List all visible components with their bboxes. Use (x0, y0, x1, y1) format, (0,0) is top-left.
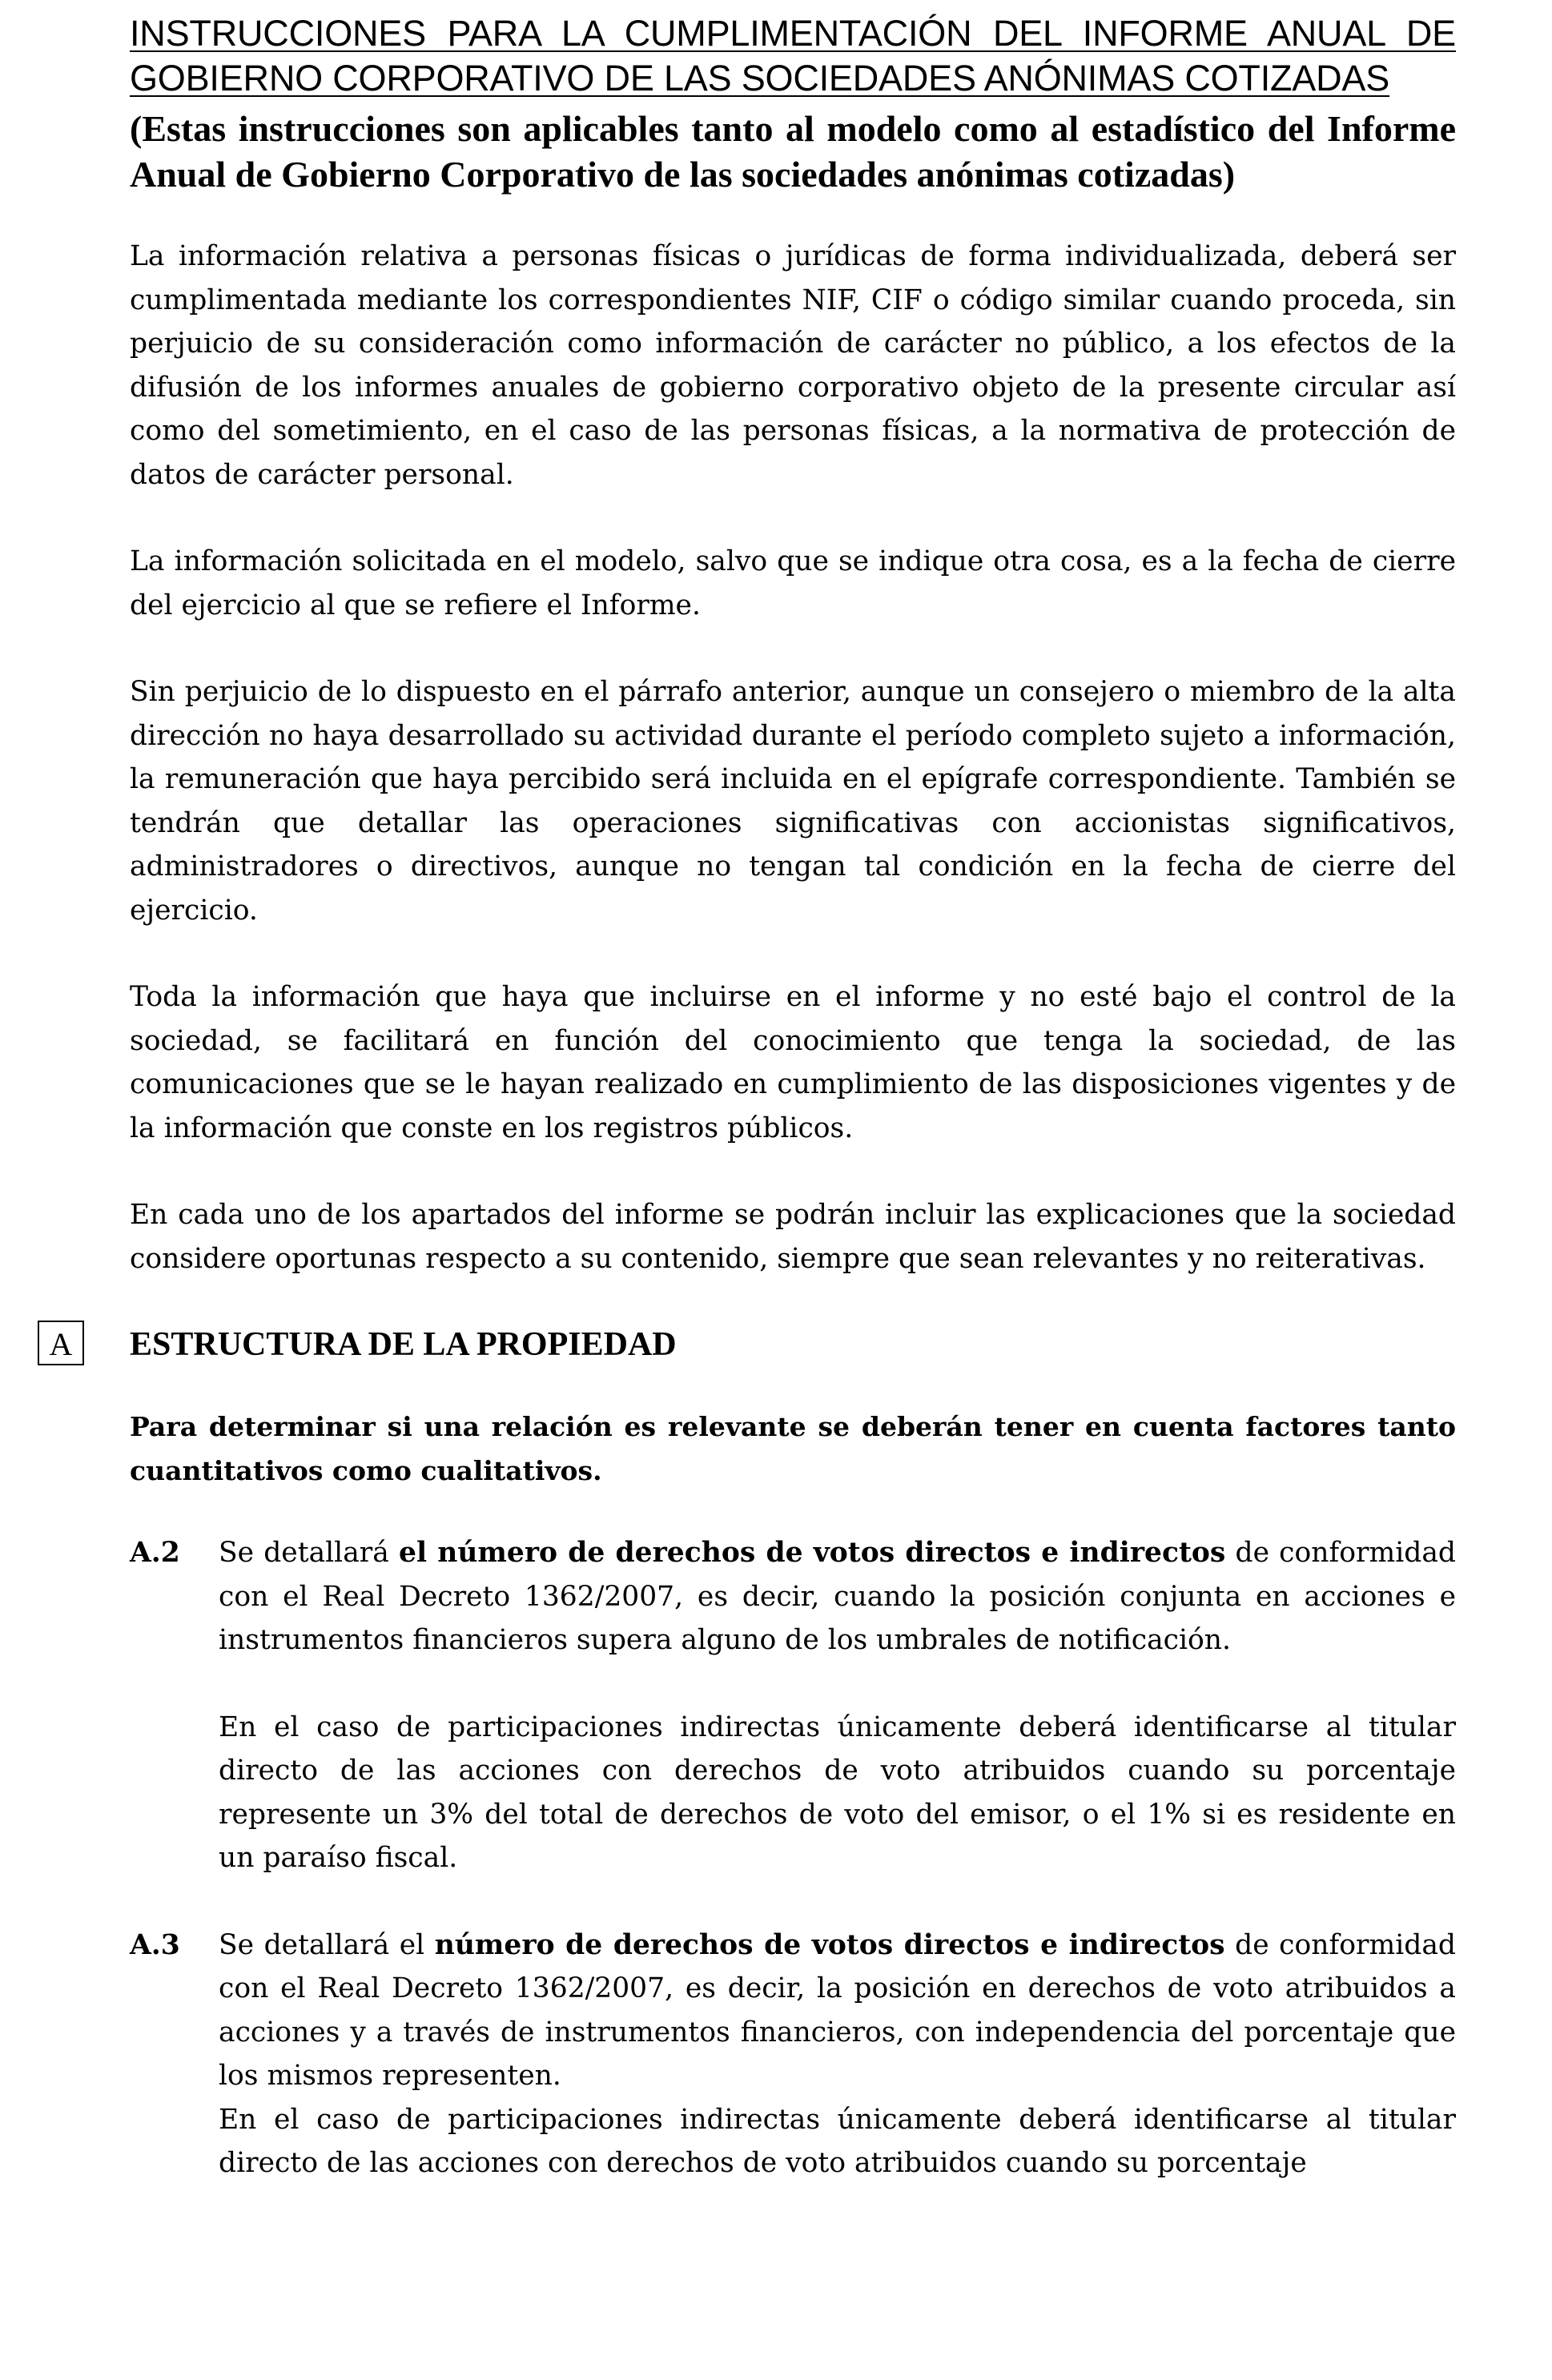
document-title: INSTRUCCIONES PARA LA CUMPLIMENTACIÓN DEL INFORME ANUAL DE GOBIERNO CORPORATIVO DE LAS SOCIEDADES ANÓNIMAS COTIZADAS (130, 13, 1456, 98)
section-title: ESTRUCTURA DE LA PROPIEDAD (130, 1326, 677, 1363)
paragraph-personal-data: La información relativa a personas físicas o jurídicas de forma individualizada, deberá ser cumplimentada mediante los correspondientes NIF, CIF o código similar cuando proceda, sin perjuicio de su consideración como información de carácter no público, a los efectos de la difusión de los informes anuales de gobierno corporativo objeto de la presente circular así como del sometimiento, en el caso de las personas físicas, a la normativa de protección de datos de carácter personal. (130, 240, 1456, 491)
item-number: A.2 (130, 1537, 180, 1569)
item-text-bold: el número de derechos de votos directos e indirectos (399, 1537, 1226, 1569)
item-a2 (130, 1531, 1456, 1880)
item-text-bold: número de derechos de votos directos e indirectos (434, 1928, 1225, 1961)
item-number: A.3 (130, 1928, 180, 1961)
paragraph-remuneration: Sin perjuicio de lo dispuesto en el párrafo anterior, aunque un consejero o miembro de la alta dirección no haya desarrollado su actividad durante el período completo sujeto a información, la remuneración que haya percibido será incluida en el epígrafe correspondiente. También se tendrán que detallar las operaciones significativas con accionistas significativos, administradores o directivos, aunque no tengan tal condición en la fecha de cierre del ejercicio. (130, 676, 1456, 927)
paragraph-information-source: Toda la información que haya que incluirse en el informe y no esté bajo el control de la sociedad, se facilitará en función del conocimiento que tenga la sociedad, de las comunicaciones que se le hayan realizado en cumplimiento de las disposiciones vigentes y de la información que conste en los registros públicos. (130, 981, 1456, 1144)
section-heading (49, 1324, 1456, 1375)
document-page (49, 11, 1456, 2185)
paragraph-explanations: En cada uno de los apartados del informe se podrán incluir las explicaciones que la sociedad considere oportunas respecto a su contenido, siempre que sean relevantes y no reiterativas. (130, 1199, 1456, 1275)
item-subparagraph: En el caso de participaciones indirectas únicamente deberá identificarse al titular directo de las acciones con derechos de voto atribuidos cuando su porcentaje represente un 3% del total de derechos de voto del emisor, o el 1% si es residente en un paraíso fiscal. (219, 1711, 1456, 1874)
item-text (219, 1924, 1456, 2098)
item-text-rest: de conformidad con el Real Decreto 1362/2007, es decir, cuando la posición conjunta en acciones e instrumentos financieros supera alguno de los umbrales de notificación. (219, 1537, 1456, 1656)
item-subparagraph: En el caso de participaciones indirectas únicamente deberá identificarse al titular directo de las acciones con derechos de voto atribuidos cuando su porcentaje (219, 2103, 1456, 2179)
document-subtitle: (Estas instrucciones son aplicables tanto al modelo como al estadístico del Informe Anual de Gobierno Corporativo de las sociedades anónimas cotizadas) (130, 108, 1456, 195)
item-text-lead: Se detallará el (219, 1928, 435, 1961)
paragraph-reference-date: La información solicitada en el modelo, salvo que se indique otra cosa, es a la fecha de cierre del ejercicio al que se refiere el Informe. (130, 545, 1456, 621)
section-letter-box: A (38, 1321, 84, 1365)
item-text-rest: de conformidad con el Real Decreto 1362/2007, es decir, la posición en derechos de voto atribuidos a acciones y a través de instrumentos financieros, con independencia del porcentaje que los mismos representen. (219, 1928, 1456, 2092)
item-a3 (130, 1924, 1456, 2185)
item-text (219, 1531, 1456, 1662)
section-intro: Para determinar si una relación es relevante se deberán tener en cuenta factores tanto cuantitativos como cualitativos. (130, 1411, 1456, 1486)
item-text-lead: Se detallará (219, 1537, 399, 1569)
